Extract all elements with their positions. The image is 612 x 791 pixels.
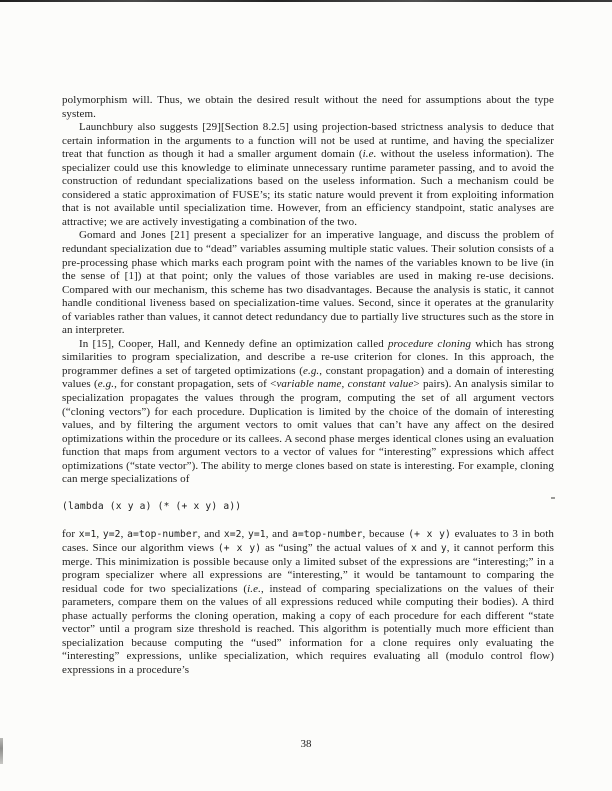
inline-code: y=1 xyxy=(248,529,266,541)
body-text: , xyxy=(241,528,249,541)
body-text: In [15], Cooper, Hall, and Kennedy define an optimization called xyxy=(79,337,388,350)
italic-text: i.e. xyxy=(247,582,261,595)
body-text: without the useless information). The specializer could use this knowledge to eliminate unnecessary runtime parameter passing, and to avoid the construction of redundant specializations based on the useless information. Such a mechanism could be considered a static approximation of FUSE’s; its static nature would prevent it from exploiting information that is not available until specialization time. However, from an efficiency standpoint, static analyses are attractive; we are actively investigating a combination of the two. xyxy=(62,148,554,228)
body-text: evaluates to 3 in both cases. Since our algorithm views xyxy=(62,528,555,554)
inline-code: (+ x y) xyxy=(408,529,451,541)
body-text: , because xyxy=(362,528,409,541)
body-text: for xyxy=(62,528,79,541)
body-text: Launchbury also suggests [29][Section 8.2.5] using projection-based strictness analysis to deduce that certain information in the arguments to a function will not be used at runtime, and having the specializer treat that function as though it had a smaller argument domain ( xyxy=(62,121,554,161)
inline-code: x=1 xyxy=(78,529,97,541)
inline-code: (+ x y) xyxy=(217,542,262,554)
body-text: , and xyxy=(265,528,293,541)
body-text: , for constant propagation, sets of < xyxy=(114,378,277,391)
text-block xyxy=(62,94,554,677)
body-text: as “using” the actual values of xyxy=(261,541,411,554)
body-text: , xyxy=(96,528,103,541)
inline-code: y xyxy=(440,542,447,554)
paragraph xyxy=(62,338,554,487)
body-text: , and xyxy=(197,528,224,541)
inline-code: x xyxy=(410,542,417,554)
italic-text: variable name, constant value xyxy=(276,378,414,391)
inline-code: a=top-number xyxy=(127,529,198,541)
code-line: (lambda (x y a) (* (+ x y) a)) xyxy=(62,500,242,512)
italic-text: e.g. xyxy=(303,364,320,377)
paragraph xyxy=(62,528,554,677)
body-text: , instead of comparing specializations on the values of their parameters, compare them on the values of all expressions reduced while computing their bodies). A third phase actually performs the cloning operation, making a copy of each procedure for each different “state vector” until a program size threshold is reached. This algorithm is potentially much more efficient than specialization because computing the “used” information for a clone requires only evaluating the “interesting” expressions, unlike specialization, which requires evaluating all (modulo control flow) expressions in a procedure’s xyxy=(62,582,554,676)
body-text: Gomard and Jones [21] present a specializer for an imperative language, and discuss the problem of redundant specialization due to “dead” variables assuming multiple static values. Their solution consists of a pre-processing phase which marks each program point with the names of the variables known to be live (in the sense of [1]) at that point; only the values of those variables are used in making re-use decisions. Compared with our mechanism, this scheme has two disadvantages. Because the analysis is static, it cannot handle conditional liveness based on specialization-time values. Second, since it operates at the granularity of variables rather than values, it cannot detect redundancy due to partially live structures such as the store in an interpreter. xyxy=(62,229,554,337)
italic-text: i.e. xyxy=(362,148,377,161)
body-text: , xyxy=(120,528,128,541)
italic-text: procedure cloning xyxy=(387,337,472,350)
body-text: , constant propagation) and a domain of interesting values ( xyxy=(62,364,554,391)
body-text: polymorphism will. Thus, we obtain the desired result without the need for assumptions about the type system. xyxy=(62,94,554,120)
body-text: and xyxy=(416,541,441,554)
italic-text: e.g. xyxy=(97,378,115,391)
inline-code: x=2 xyxy=(223,529,242,541)
paragraph xyxy=(62,121,554,229)
inline-code: a=top-number xyxy=(292,529,363,541)
body-text: , it cannot perform this merge. This minimization is possible because only a limited subset of the expressions are “interesting;” in a program specializer where all expressions are “interesting,” it would be tantamount to comparing the residual code for two specializations ( xyxy=(62,541,554,595)
body-text: > pairs). An analysis similar to specialization propagates the values through the program, computing the set of all argument vectors (“cloning vectors”) for each procedure. Duplication is limited by the choice of the domain of interesting values, and by filtering the argument vectors to omit values that can’t have any affect on the desired optimizations within the procedure or its callees. A second phase merges identical clones using an evaluation function that maps from argument vectors to a vector of values for “interesting” expressions which affect optimizations (“state vector”). The ability to merge clones based on state is interesting. For example, cloning can merge specializations of xyxy=(62,378,554,486)
paragraph xyxy=(62,94,554,121)
inline-code: y=2 xyxy=(102,529,121,541)
body-text: which has strong similarities to program specialization, and describe a re-use criterion for clones. In this approach, the programmer defines a set of targeted optimizations ( xyxy=(62,337,554,377)
paragraph xyxy=(62,229,554,337)
page-number: 38 xyxy=(300,738,312,750)
scan-artifact-top-edge xyxy=(0,0,612,2)
